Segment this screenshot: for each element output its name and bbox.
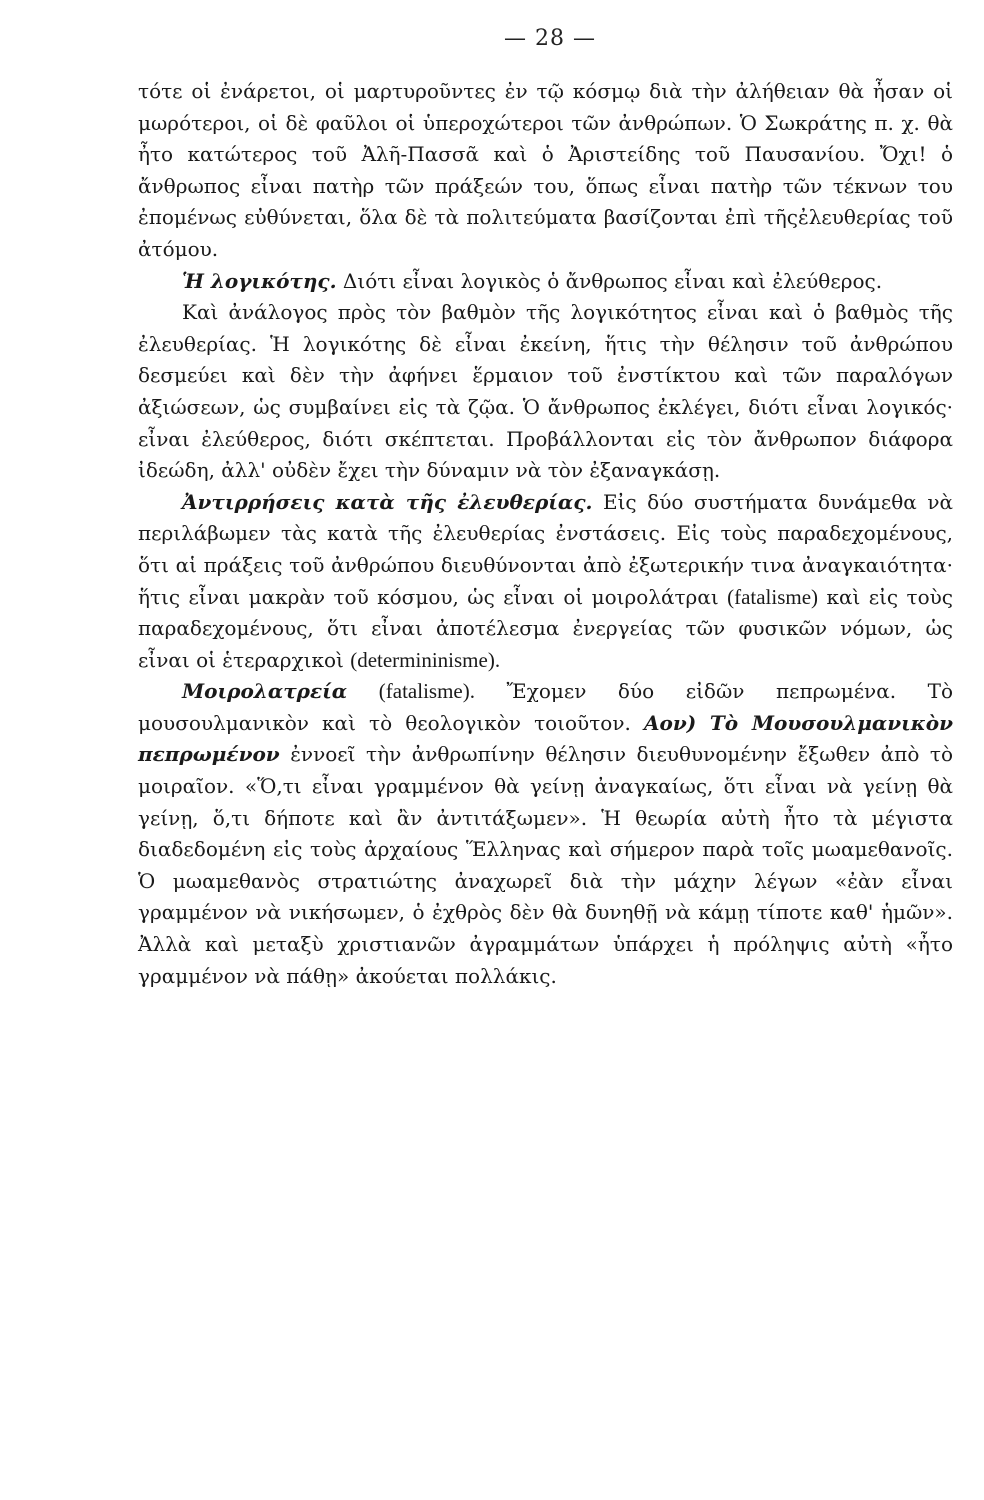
paragraph-fatalism-text-b: ἐννοεῖ τὴν ἀνθρωπίνην θέλησιν διευθυνομένην ἔξωθεν ἀπὸ τὸ μοιραῖον. «Ὅ,τι εἶναι γραμμένον θὰ γείνῃ ἀναγκαίως, ὅτι εἶναι νὰ γείνῃ θὰ γείνῃ, ὅ,τι δήποτε καὶ ἂν ἀντιτάξωμεν». Ἡ θεωρία αὐτὴ ἦτο τὰ μέγιστα διαδεδομένη εἰς τοὺς ἀρχαίους Ἕλληνας καὶ σήμερον παρὰ τοῖς μωαμεθανοῖς. Ὁ μωαμεθανὸς στρατιώτης ἀναχωρεῖ διὰ τὴν μάχην λέγων «ἐὰν εἶναι γραμμένον νὰ νικήσωμεν, ὁ ἐχθρὸς δὲν θὰ δυνηθῇ νὰ κάμῃ τίποτε καθ' ἡμῶν». Ἀλλὰ καὶ μεταξὺ χριστιανῶν ἀγραμμάτων ὑπάρχει ἡ πρόληψις αὐτὴ «ἦτο γραμμένον νὰ πάθῃ» ἀκούεται πολλάκις. <box>138 742 953 988</box>
paragraph-logic <box>138 266 953 298</box>
paragraph-fatalism <box>138 676 953 992</box>
paragraph-objections <box>138 487 953 677</box>
section-heading-logic: Ἡ λογικότης. <box>182 268 337 293</box>
latin-term-fatalisme-2: (fatalisme). <box>378 679 475 704</box>
subheading-muslim-fate: Αον) Τὸ Μουσουλμανικὸν πεπρωμένον <box>138 710 954 767</box>
paragraph-1-text: τότε οἱ ἐνάρετοι, οἱ μαρτυροῦντες ἐν τῷ κόσμῳ διὰ τὴν ἀλήθειαν θὰ ἦσαν οἱ μωρότεροι, οἱ δὲ φαῦλοι οἱ ὑπεροχώτεροι τῶν ἀνθρώπων. Ὁ Σωκράτης π. χ. θὰ ἦτο κατώτερος τοῦ Ἀλῆ-Πασσᾶ καὶ ὁ Ἀριστείδης τοῦ Παυσανίου. Ὄχι! ὁ ἄνθρωπος εἶναι πατὴρ τῶν πράξεών του, ὅπως εἶναι πατὴρ τῶν τέκνων του ἐπομένως εὐθύνεται, ὅλα δὲ τὰ πολιτεύματα βασίζονται ἐπὶ τῆςἐλευθερίας τοῦ ἀτόμου. <box>138 79 953 261</box>
paragraph-3 <box>138 297 953 487</box>
paragraph-3-text: Καὶ ἀνάλογος πρὸς τὸν βαθμὸν τῆς λογικότητος εἶναι καὶ ὁ βαθμὸς τῆς ἐλευθερίας. Ἡ λογικότης δὲ εἶναι ἐκείνη, ἥτις τὴν θέλησιν τοῦ ἀνθρώπου δεσμεύει καὶ δὲν τὴν ἀφήνει ἕρμαιον τοῦ ἐνστίκτου καὶ τῶν παραλόγων ἀξιώσεων, ὡς συμβαίνει εἰς τὰ ζῷα. Ὁ ἄνθρωπος ἐκλέγει, διότι εἶναι λογικός· εἶναι ἐλεύθερος, διότι σκέπτεται. Προβάλλονται εἰς τὸν ἄνθρωπον διάφορα ἰδεώδη, ἀλλ' οὐδὲν ἔχει τὴν δύναμιν νὰ τὸν ἐξαναγκάσῃ. <box>138 300 953 483</box>
section-heading-objections: Ἀντιρρήσεις κατὰ τῆς ἐλευθερίας. <box>182 489 593 514</box>
paragraph-logic-text: Διότι εἶναι λογικὸς ὁ ἄνθρωπος εἶναι καὶ ἐλεύθερος. <box>342 268 883 293</box>
paragraph-objections-text-b: καὶ εἰς τοὺς παραδεχομένους, ὅτι εἶναι ἀποτέλεσμα ἐνεργείας τῶν φυσικῶν νόμων, ὡς εἶναι οἱ ἑτεραρχικοὶ <box>138 584 954 672</box>
paragraph-fatalism-text-a: Ἔχομεν δύο εἰδῶν πεπρωμένα. Τὸ μουσουλμανικὸν καὶ τὸ θεολογικὸν τοιοῦτον. <box>138 679 954 735</box>
latin-term-fatalisme: (fatalisme) <box>727 584 819 609</box>
section-heading-fatalism: Μοιρολατρεία <box>182 679 348 704</box>
latin-term-determinism: (determininisme). <box>350 647 501 672</box>
paragraph-objections-text-a: Εἰς δύο συστήματα δυνάμεθα νὰ περιλάβωμεν τὰς κατὰ τῆς ἐλευθερίας ἐνστάσεις. Εἰς τοὺς παραδεχομένους, ὅτι αἱ πράξεις τοῦ ἀνθρώπου διευθύνονται ἀπὸ ἐξωτερικήν τινα ἀναγκαιότητα· ἥτις εἶναι μακρὰν τοῦ κόσμου, ὡς εἶναι οἱ μοιρολάτραι <box>138 489 953 609</box>
paragraph-1 <box>138 76 953 266</box>
page-number: — 28 — <box>504 26 596 51</box>
body-text <box>138 76 953 992</box>
